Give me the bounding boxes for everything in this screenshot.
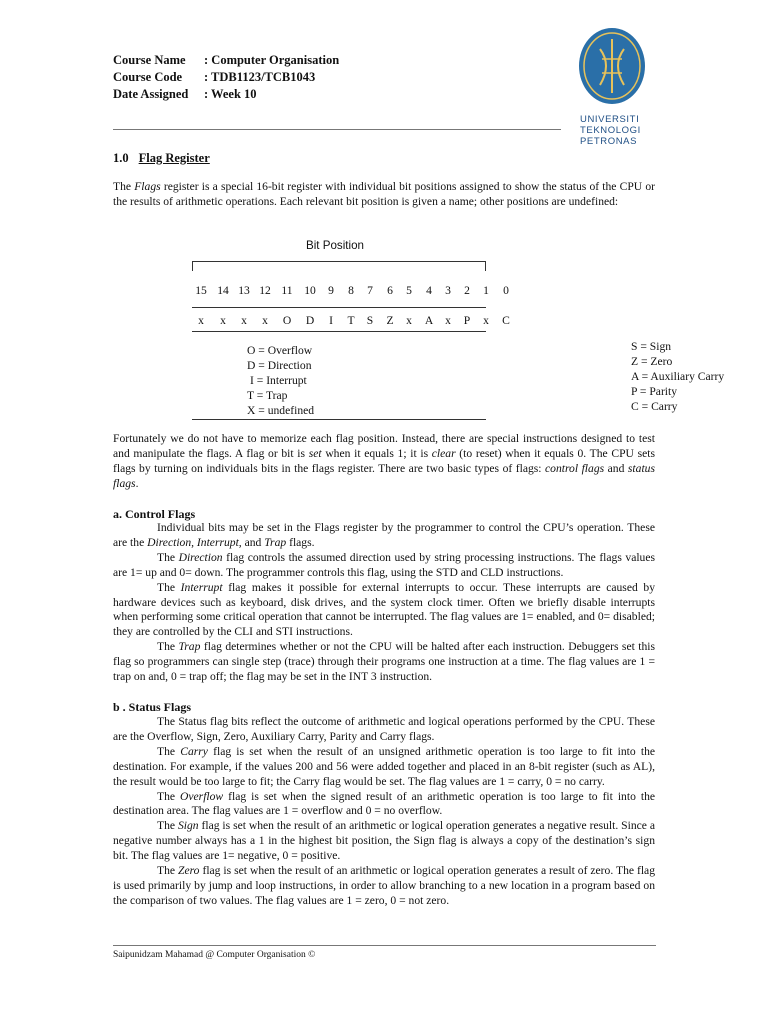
bit-number-10: 10 <box>304 284 316 297</box>
flag-bit-0: C <box>502 314 510 327</box>
university-logo <box>572 25 652 112</box>
course-name-row <box>113 53 339 68</box>
course-name-value: : Computer Organisation <box>204 53 340 67</box>
date-assigned-label: Date Assigned <box>113 87 189 101</box>
flag-bit-9: I <box>329 314 333 327</box>
legend-carry: C = Carry <box>631 400 678 413</box>
intro-flags-word: Flags <box>134 180 161 193</box>
bit-number-1: 1 <box>483 284 489 297</box>
bit-number-14: 14 <box>217 284 229 297</box>
control-flags-section: Individual bits may be set in the Flags register by the programmer to control the CPU’s operation. These are the Direction, Interrupt, and Trap flags. The Direction flag controls the assumed direction used by string processing instructions. The flags values are 1= up and 0= down. The programmer controls this flag, using the STD and CLD instructions. The Interrupt flag makes it possible for external interrupts to occur. These interrupts are caused by hardware devices such as keyboard, disk drives, and the system clock timer. Often we briefly disable interrupts when performing some critical operation that cannot be interrupted. The flag values are 1= enabled, and 0= disabled; they are controlled by the CLI and STI instructions. The Trap flag determines whether or not the CPU will be halted after each instruction. Debuggers set this flag so programmers can single step (trace) through their programs one instruction at a time. The flag values are 1 = trap on and, 0 = trap off; the flag may be set in the INT 3 instruction. <box>113 521 656 684</box>
bit-number-11: 11 <box>281 284 293 297</box>
table-mid-line-2 <box>192 331 486 332</box>
table-top-line <box>192 261 486 262</box>
flag-bit-14: x <box>220 314 226 327</box>
legend-aux-carry: A = Auxiliary Carry <box>631 370 725 383</box>
bit-position-caption: Bit Position <box>306 239 364 252</box>
bit-number-8: 8 <box>348 284 354 297</box>
flag-bit-15: x <box>198 314 204 327</box>
logo-line-2: TEKNOLOGI <box>580 125 641 136</box>
intro-the: The <box>113 180 132 193</box>
flag-bit-7: S <box>366 314 374 327</box>
flag-bit-12: x <box>262 314 268 327</box>
status-flags-section: The Status flag bits reflect the outcome of arithmetic and logical operations performed by the CPU. These are the Overflow, Sign, Zero, Auxiliary Carry, Parity and Carry flags. The Carry flag is set when the result of an unsigned arithmetic operation is too large to fit into the destination. For example, if the values 200 and 56 were added together and placed in an 8-bit register (such as AL), the result would be too large to fit; the Carry flag would be set. The flag values are 1 = carry, 0 = no carry. The Overflow flag is set when the signed result of an arithmetic operation is too large to fit into the destination area. The flag values are 1 = overflow and 0 = no overflow. The Sign flag is set when the result of an arithmetic or logical operation generates a negative result. Since a negative number always has a 1 in the highest bit position, the Sign flag is always a copy of the destination’s sign bit. The flag values are 1= negative, 0 = positive. The Zero flag is set when the result of an arithmetic or logical operation generates a result of zero. The flag is used primarily by jump and loop instructions, in order to allow branching to a new location in a program based on the comparison of two values. The flag values are 1 = zero, 0 = not zero. <box>113 715 656 907</box>
bit-number-0: 0 <box>503 284 509 297</box>
legend-zero: Z = Zero <box>631 355 673 368</box>
course-code-value: : TDB1123/TCB1043 <box>204 70 316 84</box>
flag-bit-10: D <box>305 314 315 327</box>
bit-number-9: 9 <box>328 284 334 297</box>
legend-undefined: X = undefined <box>247 404 315 417</box>
flag-bit-3: x <box>445 314 451 327</box>
date-assigned-value: : Week 10 <box>204 87 257 101</box>
legend-trap: T = Trap <box>247 389 288 402</box>
logo-line-1: UNIVERSITI <box>580 114 640 125</box>
bit-number-7: 7 <box>367 284 373 297</box>
bit-number-3: 3 <box>445 284 451 297</box>
course-name-label: Course Name <box>113 53 186 67</box>
flag-bit-5: x <box>406 314 412 327</box>
legend-left <box>247 343 314 418</box>
control-flags-heading: a. Control Flags <box>113 507 196 521</box>
flag-bit-11: O <box>282 314 292 327</box>
table-left-tick <box>192 261 193 271</box>
flag-bit-8: T <box>347 314 355 327</box>
course-code-label: Course Code <box>113 70 183 84</box>
section-title <box>113 151 210 166</box>
legend-right <box>631 339 724 414</box>
footer-text: Saipunidzam Mahamad @ Computer Organisation © <box>113 950 316 960</box>
bit-number-4: 4 <box>426 284 432 297</box>
table-right-tick <box>485 261 486 271</box>
bit-number-15: 15 <box>195 284 207 297</box>
course-code-row <box>113 70 315 85</box>
flag-bit-1: x <box>483 314 489 327</box>
bit-number-2: 2 <box>464 284 470 297</box>
logo-line-3: PETRONAS <box>580 136 638 147</box>
date-assigned-row <box>113 87 257 102</box>
flag-bit-6: Z <box>386 314 394 327</box>
legend-sign: S = Sign <box>631 340 672 353</box>
status-flags-heading: b . Status Flags <box>113 700 192 714</box>
section-number: 1.0 <box>113 151 129 165</box>
flag-bit-13: x <box>241 314 247 327</box>
bit-number-12: 12 <box>259 284 271 297</box>
legend-interrupt: I = Interrupt <box>250 374 307 387</box>
flag-bit-2: P <box>463 314 471 327</box>
flag-bit-4: A <box>424 314 434 327</box>
bit-number-5: 5 <box>406 284 412 297</box>
bit-number-13: 13 <box>238 284 250 297</box>
section-heading: Flag Register <box>138 151 210 165</box>
header-divider <box>113 129 561 130</box>
legend-parity: P = Parity <box>631 385 678 398</box>
intro-text: register is a special 16-bit register with individual bit positions assigned to show the status of the CPU or the results of arithmetic operations. Each relevant bit position is given a name; other positions are undefined: <box>113 180 656 208</box>
legend-overflow: O = Overflow <box>247 344 313 357</box>
fortunately-paragraph: Fortunately we do not have to memorize each flag position. Instead, there are special instructions designed to test and manipulate the flags. A flag or bit is set when it equals 1; it is clear (to reset) when it equals 0. The CPU sets flags by turning on individuals bits in the flags register. There are two basic types of flags: control flags and status flags. <box>113 432 655 490</box>
table-mid-line <box>192 307 486 308</box>
bit-number-6: 6 <box>387 284 393 297</box>
legend-direction: D = Direction <box>247 359 312 372</box>
intro-paragraph <box>113 180 655 210</box>
table-bottom-line <box>192 419 486 420</box>
footer-divider <box>113 945 656 946</box>
